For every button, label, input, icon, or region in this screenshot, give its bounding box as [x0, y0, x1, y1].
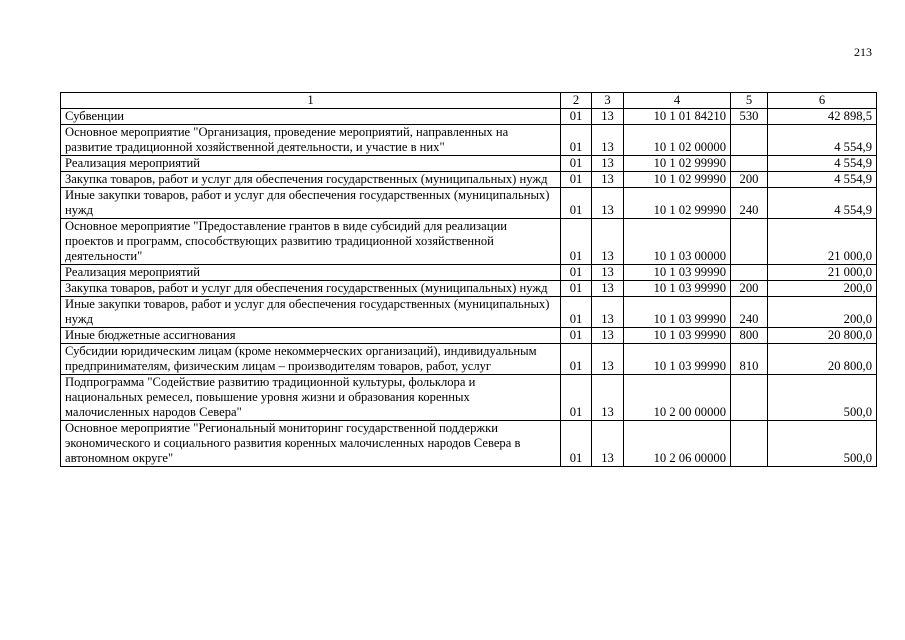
row-amount-cell: 500,0 [768, 375, 877, 421]
row-target-article-cell: 10 1 01 84210 [624, 109, 731, 125]
row-subsection-cell: 13 [592, 125, 624, 156]
page-number: 213 [854, 45, 872, 59]
table-row [61, 265, 877, 281]
row-section-cell: 01 [561, 109, 592, 125]
row-section-cell: 01 [561, 125, 592, 156]
row-target-article-cell: 10 1 02 99990 [624, 172, 731, 188]
column-header-4: 4 [624, 93, 731, 109]
row-section-cell: 01 [561, 421, 592, 467]
table-row [61, 421, 877, 467]
table-row [61, 188, 877, 219]
row-name-cell: Реализация мероприятий [61, 265, 561, 281]
table-row [61, 328, 877, 344]
row-expense-type-cell: 810 [731, 344, 768, 375]
row-name-cell: Закупка товаров, работ и услуг для обеспечения государственных (муниципальных) нужд [61, 172, 561, 188]
row-expense-type-cell [731, 219, 768, 265]
row-section-cell: 01 [561, 172, 592, 188]
row-subsection-cell: 13 [592, 281, 624, 297]
row-amount-cell: 20 800,0 [768, 344, 877, 375]
row-subsection-cell: 13 [592, 188, 624, 219]
row-section-cell: 01 [561, 265, 592, 281]
row-target-article-cell: 10 1 03 99990 [624, 281, 731, 297]
column-header-6: 6 [768, 93, 877, 109]
row-target-article-cell: 10 1 03 99990 [624, 344, 731, 375]
row-expense-type-cell: 200 [731, 172, 768, 188]
row-target-article-cell: 10 1 02 00000 [624, 125, 731, 156]
row-subsection-cell: 13 [592, 375, 624, 421]
budget-table [60, 92, 877, 467]
row-name-cell: Основное мероприятие "Предоставление грантов в виде субсидий для реализации проектов и программ, способствующих развитию традиционной хозяйственной деятельности" [61, 219, 561, 265]
row-subsection-cell: 13 [592, 344, 624, 375]
table-row [61, 375, 877, 421]
row-subsection-cell: 13 [592, 219, 624, 265]
table-row [61, 109, 877, 125]
row-name-cell: Субвенции [61, 109, 561, 125]
column-header-2: 2 [561, 93, 592, 109]
row-amount-cell: 21 000,0 [768, 265, 877, 281]
column-header-1: 1 [61, 93, 561, 109]
row-target-article-cell: 10 2 00 00000 [624, 375, 731, 421]
row-name-cell: Подпрограмма "Содействие развитию традиционной культуры, фольклора и национальных ремесел, повышение уровня жизни и образования коренных малочисленных народов Севера" [61, 375, 561, 421]
row-name-cell: Закупка товаров, работ и услуг для обеспечения государственных (муниципальных) нужд [61, 281, 561, 297]
row-subsection-cell: 13 [592, 109, 624, 125]
row-subsection-cell: 13 [592, 172, 624, 188]
table-body [61, 109, 877, 467]
row-name-cell: Иные закупки товаров, работ и услуг для обеспечения государственных (муниципальных) нужд [61, 188, 561, 219]
table-row [61, 281, 877, 297]
row-section-cell: 01 [561, 344, 592, 375]
row-expense-type-cell: 200 [731, 281, 768, 297]
row-amount-cell: 4 554,9 [768, 172, 877, 188]
row-subsection-cell: 13 [592, 156, 624, 172]
row-amount-cell: 4 554,9 [768, 156, 877, 172]
table-row [61, 172, 877, 188]
row-subsection-cell: 13 [592, 328, 624, 344]
row-section-cell: 01 [561, 219, 592, 265]
row-expense-type-cell [731, 265, 768, 281]
row-expense-type-cell [731, 375, 768, 421]
row-amount-cell: 4 554,9 [768, 125, 877, 156]
row-section-cell: 01 [561, 297, 592, 328]
row-name-cell: Основное мероприятие "Организация, проведение мероприятий, направленных на развитие традиционной хозяйственной деятельности, и участие в них" [61, 125, 561, 156]
column-header-5: 5 [731, 93, 768, 109]
table-row [61, 344, 877, 375]
row-expense-type-cell: 530 [731, 109, 768, 125]
row-name-cell: Субсидии юридическим лицам (кроме некоммерческих организаций), индивидуальным предпринимателям, физическим лицам – производителям товаров, работ, услуг [61, 344, 561, 375]
row-target-article-cell: 10 1 03 99990 [624, 297, 731, 328]
row-amount-cell: 500,0 [768, 421, 877, 467]
row-expense-type-cell: 240 [731, 188, 768, 219]
row-amount-cell: 200,0 [768, 281, 877, 297]
row-amount-cell: 200,0 [768, 297, 877, 328]
table-row [61, 297, 877, 328]
row-subsection-cell: 13 [592, 421, 624, 467]
row-name-cell: Реализация мероприятий [61, 156, 561, 172]
row-subsection-cell: 13 [592, 297, 624, 328]
table-header-row [61, 93, 877, 109]
row-expense-type-cell [731, 156, 768, 172]
row-target-article-cell: 10 2 06 00000 [624, 421, 731, 467]
table-row [61, 219, 877, 265]
row-target-article-cell: 10 1 03 00000 [624, 219, 731, 265]
row-expense-type-cell [731, 125, 768, 156]
row-amount-cell: 4 554,9 [768, 188, 877, 219]
row-name-cell: Иные бюджетные ассигнования [61, 328, 561, 344]
table-row [61, 156, 877, 172]
row-target-article-cell: 10 1 02 99990 [624, 188, 731, 219]
table-row [61, 125, 877, 156]
row-expense-type-cell [731, 421, 768, 467]
row-target-article-cell: 10 1 02 99990 [624, 156, 731, 172]
row-section-cell: 01 [561, 328, 592, 344]
row-section-cell: 01 [561, 375, 592, 421]
row-target-article-cell: 10 1 03 99990 [624, 265, 731, 281]
row-subsection-cell: 13 [592, 265, 624, 281]
row-section-cell: 01 [561, 281, 592, 297]
row-target-article-cell: 10 1 03 99990 [624, 328, 731, 344]
row-amount-cell: 42 898,5 [768, 109, 877, 125]
row-expense-type-cell: 240 [731, 297, 768, 328]
row-name-cell: Основное мероприятие "Региональный мониторинг государственной поддержки экономического и социального развития коренных малочисленных народов Севера в автономном округе" [61, 421, 561, 467]
row-section-cell: 01 [561, 188, 592, 219]
row-amount-cell: 20 800,0 [768, 328, 877, 344]
row-section-cell: 01 [561, 156, 592, 172]
row-expense-type-cell: 800 [731, 328, 768, 344]
row-name-cell: Иные закупки товаров, работ и услуг для обеспечения государственных (муниципальных) нужд [61, 297, 561, 328]
column-header-3: 3 [592, 93, 624, 109]
row-amount-cell: 21 000,0 [768, 219, 877, 265]
